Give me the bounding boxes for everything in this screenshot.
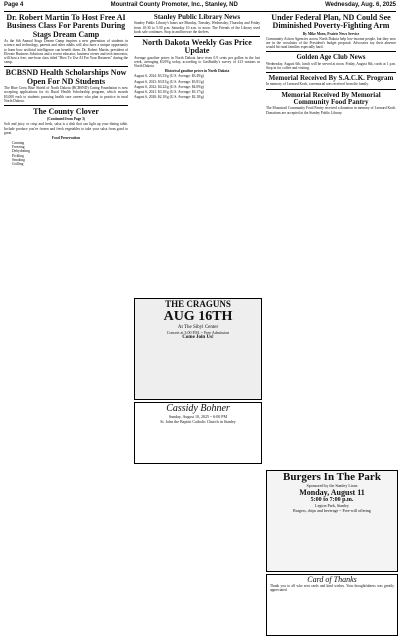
byline: By Mike Moen, Prairie News Service — [302, 31, 360, 36]
article-bcbsnd: The Blue Cross Blue Shield of North Dakota (BCBSND) Caring Foundation is now accepting applications for its Rural Health Scholarship program, which awards $3,000 each to students pursuing health care careers who plan to practice in rural North Dakota. — [4, 86, 128, 103]
ad-singer-detail: Sunday, August 10, 2025 ~ 6:00 PM — [168, 414, 228, 419]
ad-singer-venue: St. John the Baptist Catholic Church in Stanley — [160, 419, 236, 424]
gas-history-row: August 6, 2024: $3.53/g (U.S. Average: $3.49/g) — [134, 74, 204, 79]
article-gas-prices: Average gasoline prices in North Dakota have risen 0.9 cents per gallon in the last week, averaging $3.09/g today, according to GasBuddy's survey of 413 stations in North Dakota. — [134, 55, 260, 69]
headline-library: Stanley Public Library News — [153, 14, 241, 21]
column-1 — [4, 14, 128, 640]
ad-band-name: THE CRAGUNS — [165, 299, 231, 309]
headline-county-clover: The County Clover — [33, 106, 99, 116]
ad-singer — [134, 402, 262, 464]
ad-venue: At The Sibyl Center — [177, 325, 219, 330]
gas-history-caption: Historical gasoline prices in North Dakota — [164, 69, 230, 74]
ad-burgers — [266, 470, 398, 572]
list-item: • Canning — [12, 141, 128, 145]
ad-burgers-time: 5:00 to 7:00 p.m. — [310, 497, 354, 503]
gas-price-history — [134, 69, 260, 99]
list-item: • Dehydrating — [12, 149, 128, 153]
divider — [4, 105, 128, 106]
preservation-list — [4, 141, 128, 166]
headline-golden-age: Golden Age Club News — [296, 53, 366, 62]
headline-federal-plan: Under Federal Plan, ND Could See Diminished Poverty-Fighting Arm — [271, 14, 391, 31]
article-golden-age: Wednesday, August 6th, lunch will be served at noon. Friday, August 8th, cards at 1 p.m. Stop in for coffee and visiting. — [266, 61, 396, 70]
headline-memorial-sack: Memorial Received By S.A.C.K. Program — [268, 74, 394, 83]
ad-burgers-sponsor: Sponsored by the Stanley Lions — [306, 483, 358, 488]
ad-cta: Come Join Us! — [182, 335, 214, 340]
card-of-thanks — [266, 574, 398, 636]
headline-ai-class: Dr. Robert Martin To Host Free AI Business Class For Parents During Stags Dream Camp — [6, 14, 126, 39]
header-rule — [4, 11, 396, 12]
divider — [4, 66, 128, 67]
list-heading: Food Preservation — [51, 135, 81, 140]
headline-bcbsnd: BCBSND Health Scholarships Now Open For ND Students — [5, 68, 127, 86]
issue-date: Wednesday, Aug. 6, 2025 — [325, 2, 396, 8]
divider — [266, 51, 396, 52]
ad-singer-name: Cassidy Bohner — [166, 403, 230, 414]
gas-history-row: August 6, 2020: $2.10/g (U.S. Average: $2.18/g) — [134, 95, 204, 100]
gas-history-row: August 6, 2023: $3.81/g (U.S. Average: $3.81/g) — [134, 79, 204, 84]
divider — [266, 72, 396, 73]
continued-note: (Continued from Page 3) — [47, 117, 85, 122]
card-of-thanks-body: Thank you to all who sent cards and kind wishes. Your thoughtfulness was greatly appreciated. — [270, 584, 394, 593]
article-county-clover: Soft and juicy or crisp and fresh, salsa is a dish that can light up your dining table. Include produce you've frozen and fresh vegetables to take your salsa from good to great. — [4, 122, 128, 135]
headline-memorial-food-pantry: Memorial Received By Memorial Community Food Pantry — [281, 90, 381, 107]
ad-burgers-title: Burgers In The Park — [283, 471, 381, 483]
ad-burgers-note: Burgers, chips and beverage ~ Free-will offering — [293, 508, 371, 513]
article-ai-class: As the 6th Annual Stags Dream Camp inspires a new generation of students in science and technology, parents and other adults will also have a unique opportunity to learn how artificial intelligence can benefit them. Dr. Robert Martin, president of Elevate Business Solutions and a recent educator, business owner and tech innovator, will host a free, one-hour class titled "How To Use AI For Your Business" during the camp. — [4, 39, 128, 65]
article-memorial-food-pantry: The Mountrail Community Food Pantry received a donation in memory of Leonard Kraft. Donations are accepted at the Stanley Public Library. — [266, 106, 396, 115]
list-item: • Smoking — [12, 158, 128, 162]
divider — [134, 36, 260, 37]
article-library: Stanley Public Library's hours are Monday, Tuesday, Wednesday, Thursday and Friday from 10:30 to 5:30 p.m. Saturday 10 a.m. to noon. The Friends of the Library used book sale continues. Stop in and browse the shelves. — [134, 21, 260, 34]
page-number: Page 4 — [4, 2, 24, 8]
divider — [266, 89, 396, 90]
card-of-thanks-title: Card of Thanks — [307, 575, 357, 584]
column-2 — [134, 14, 260, 294]
gas-history-row: August 6, 2022: $4.22/g (U.S. Average: $4.09/g) — [134, 84, 204, 89]
list-item: • Freezing — [12, 145, 128, 149]
ad-burgers-date: Monday, August 11 — [299, 488, 365, 497]
article-federal-plan: Community Action Agencies across North Dakota help low-income people, but they now are in the crosshairs of the President's budget proposal. Advocates say their absence would hit rural families especially hard. — [266, 36, 396, 50]
article-memorial-sack: In memory of Leonard Kraft, a memorial was received from the family. — [266, 82, 369, 87]
ad-details: Concert at 3:00 P.M. ~ Free Admission — [166, 330, 230, 335]
headline-gas-prices: North Dakota Weekly Gas Price Update — [142, 37, 252, 56]
ad-burgers-place: Legion Park, Stanley — [315, 503, 349, 508]
ad-craguns — [134, 298, 262, 400]
page-header — [4, 2, 396, 11]
list-item: • Pickling — [12, 154, 128, 158]
gas-history-row: August 6, 2021: $3.10/g (U.S. Average: $3.17/g) — [134, 89, 204, 94]
paper-name: Mountrail County Promoter, Inc., Stanley, ND — [110, 2, 238, 8]
ad-event-date: AUG 16TH — [163, 309, 233, 324]
list-item: • Grilling — [12, 162, 128, 166]
